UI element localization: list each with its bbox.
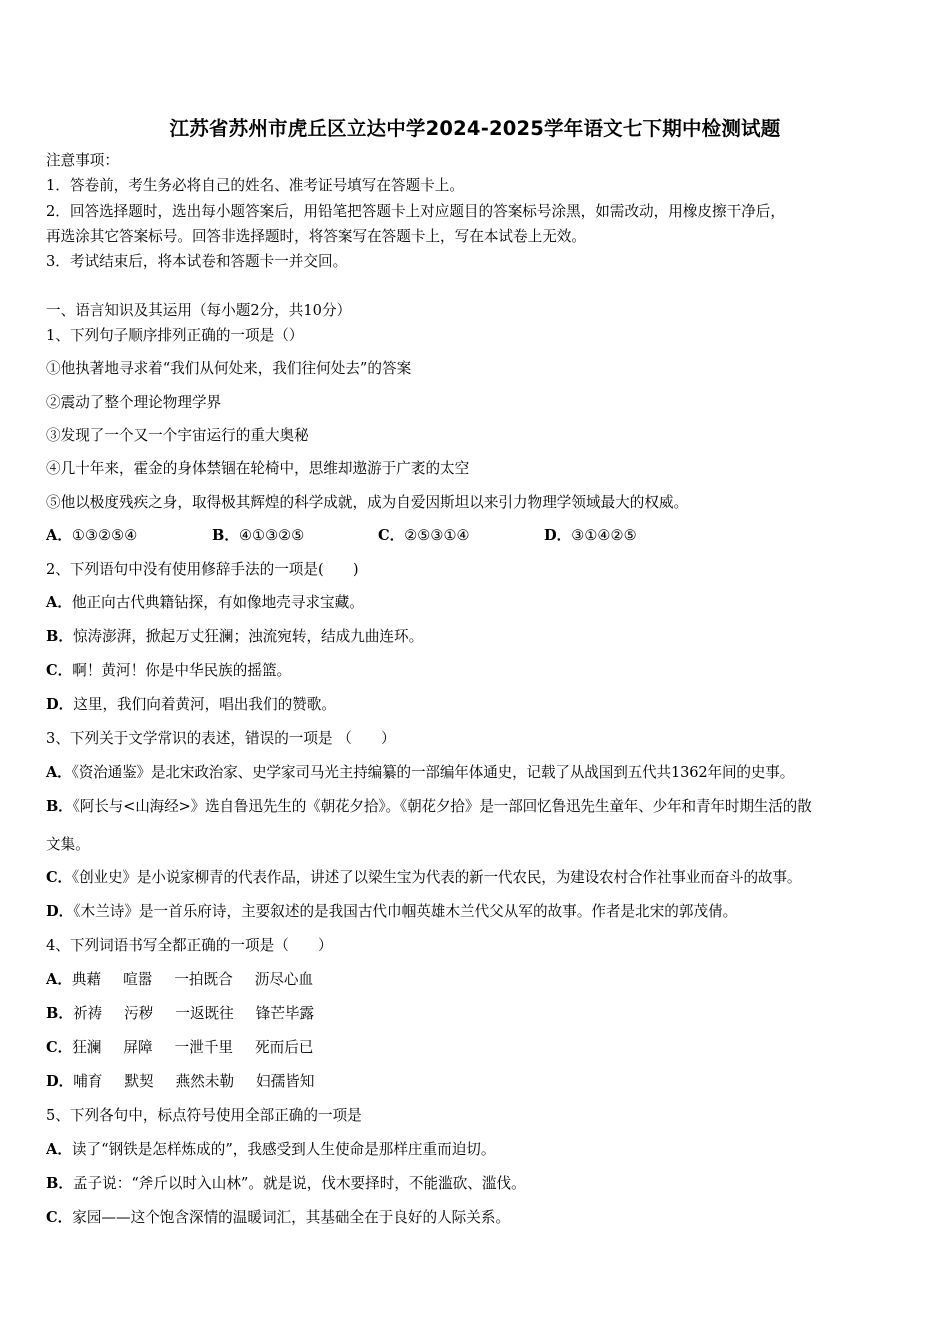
- q4-option-b[interactable]: B．祈祷 污秽 一返既往 锋芒毕露: [46, 1005, 315, 1022]
- q3-option-d[interactable]: D．《木兰诗》是一首乐府诗，主要叙述的是我国古代巾帼英雄木兰代父从军的故事。作者是北宋的郭茂倩。: [46, 903, 738, 920]
- q1-sentence-4: ④几十年来，霍金的身体禁锢在轮椅中，思维却遨游于广袤的太空: [46, 460, 470, 477]
- q5-option-b[interactable]: B．孟子说：“斧斤以时入山林”。就是说，伐木要择时，不能滥砍、滥伐。: [46, 1175, 526, 1192]
- q1-option-b[interactable]: B．④①③②⑤: [212, 527, 305, 544]
- q5-option-c[interactable]: C．家园——这个饱含深情的温暖词汇，其基础全在于良好的人际关系。: [46, 1209, 511, 1226]
- q2-stem: 2、下列语句中没有使用修辞手法的一项是( ): [46, 561, 359, 578]
- q4-option-a[interactable]: A．典藉 喧嚣 一拍既合 沥尽心血: [46, 971, 314, 988]
- notice-item-3: 3．考试结束后，将本试卷和答题卡一并交回。: [46, 253, 348, 270]
- exam-title: 江苏省苏州市虎丘区立达中学2024-2025学年语文七下期中检测试题: [169, 117, 781, 140]
- q2-option-a[interactable]: A．他正向古代典籍钻探，有如像地壳寻求宝藏。: [46, 594, 364, 611]
- q5-stem: 5、下列各句中，标点符号使用全部正确的一项是: [46, 1107, 362, 1124]
- q1-stem: 1、下列句子顺序排列正确的一项是（）: [46, 327, 304, 344]
- notice-item-2-cont: 再选涂其它答案标号。回答非选择题时，将答案写在答题卡上，写在本试卷上无效。: [46, 228, 586, 245]
- q3-option-b-cont: 文集。: [46, 836, 90, 853]
- section-heading: 一、语言知识及其运用（每小题2分，共10分）: [46, 302, 352, 319]
- q4-stem: 4、下列词语书写全都正确的一项是（ ）: [46, 937, 333, 954]
- q1-option-d[interactable]: D．③①④②⑤: [544, 527, 637, 544]
- q3-option-c[interactable]: C．《创业史》是小说家柳青的代表作品，讲述了以梁生宝为代表的新一代农民，为建设农村合作社事业而奋斗的故事。: [46, 869, 802, 886]
- q4-option-d[interactable]: D．哺育 默契 燕然未勒 妇孺皆知: [46, 1073, 315, 1090]
- q1-sentence-5: ⑤他以极度残疾之身，取得极其辉煌的科学成就，成为自爱因斯坦以来引力物理学领域最大的权威。: [46, 494, 689, 511]
- q1-options: [46, 526, 637, 546]
- q3-stem: 3、下列关于文学常识的表述，错误的一项是 （ ）: [46, 730, 396, 747]
- q2-option-d[interactable]: D．这里，我们向着黄河，唱出我们的赞歌。: [46, 696, 336, 713]
- q3-option-a[interactable]: A．《资治通鉴》是北宋政治家、史学家司马光主持编纂的一部编年体通史，记载了从战国到五代共1362年间的史事。: [46, 764, 795, 781]
- notice-item-1: 1．答卷前，考生务必将自己的姓名、准考证号填写在答题卡上。: [46, 177, 464, 194]
- q1-option-a[interactable]: A．①③②⑤④: [46, 527, 138, 544]
- notice-heading: 注意事项：: [46, 152, 119, 169]
- q2-option-c[interactable]: C．啊！黄河！你是中华民族的摇篮。: [46, 662, 292, 679]
- q1-sentence-1: ①他执著地寻求着“我们从何处来，我们往何处去”的答案: [46, 360, 412, 377]
- q1-option-c[interactable]: C．②⑤③①④: [378, 527, 470, 544]
- q5-option-a[interactable]: A．读了“钢铁是怎样炼成的”，我感受到人生使命是那样庄重而迫切。: [46, 1141, 496, 1158]
- q3-option-b[interactable]: B．《阿长与<山海经>》选自鲁迅先生的《朝花夕拾》。《朝花夕拾》是一部回忆鲁迅先生童年、少年和青年时期生活的散: [46, 798, 812, 815]
- q1-sentence-2: ②震动了整个理论物理学界: [46, 394, 222, 411]
- q2-option-b[interactable]: B．惊涛澎湃，掀起万丈狂澜；浊流宛转，结成九曲连环。: [46, 628, 424, 645]
- q4-option-c[interactable]: C．狂澜 屏障 一泄千里 死而后已: [46, 1039, 314, 1056]
- notice-item-2: 2．回答选择题时，选出每小题答案后，用铅笔把答题卡上对应题目的答案标号涂黑，如需改动，用橡皮擦干净后，: [46, 203, 785, 220]
- q1-sentence-3: ③发现了一个又一个宇宙运行的重大奥秘: [46, 427, 309, 444]
